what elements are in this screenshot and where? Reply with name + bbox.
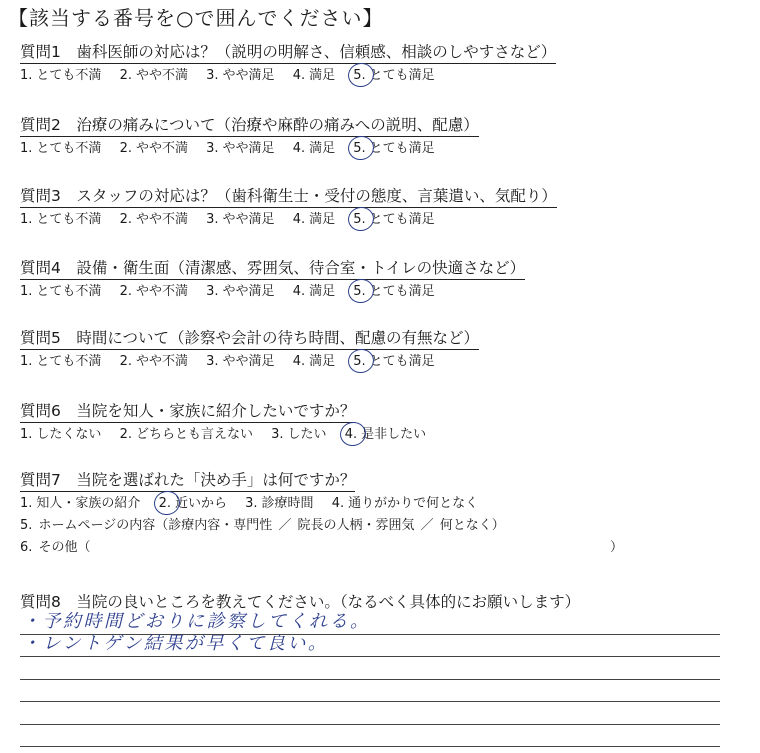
answer-line (20, 702, 720, 725)
option-3[interactable]: 3. やや満足 (206, 212, 275, 227)
option-2[interactable]: 2. どちらとも言えない (119, 427, 253, 442)
rating-options (20, 282, 525, 302)
question-2 (20, 115, 479, 159)
answer-line (20, 657, 720, 680)
choice-option-6-other[interactable] (20, 538, 624, 558)
option-4[interactable]: 4. 満足 (292, 212, 336, 227)
answer-line (20, 680, 720, 703)
handwritten-answer: ・予約時間どおりに診察してくれる。 (22, 610, 371, 632)
page-title: 【該当する番号を○で囲んでください】 (8, 6, 384, 30)
question-heading: 質問7 当院を選ばれた「決め手」は何ですか？ (20, 470, 355, 492)
option-4[interactable]: 4. 満足 (292, 284, 336, 299)
question-heading: 質問6 当院を知人・家族に紹介したいですか？ (20, 401, 355, 423)
option-4[interactable]: 4. 通りがかりで何となく (331, 496, 479, 511)
rating-options (20, 139, 479, 159)
option-1[interactable]: 1. したくない (20, 427, 102, 442)
option-5[interactable]: 5. とても満足 (353, 284, 435, 299)
option-2[interactable]: 2. やや不満 (119, 68, 188, 83)
answer-line (20, 635, 720, 658)
question-1 (20, 42, 556, 86)
free-text-answer-area[interactable] (20, 612, 720, 747)
option-4[interactable]: 4. 満足 (292, 354, 336, 369)
question-5 (20, 328, 479, 372)
question-heading: 質問3 スタッフの対応は？（歯科衛生士・受付の態度、言葉遣い、気配り） (20, 186, 557, 208)
option-2[interactable]: 2. やや不満 (119, 141, 188, 156)
option-4[interactable]: 4. 満足 (292, 141, 336, 156)
option-2[interactable]: 2. やや不満 (119, 212, 188, 227)
question-4 (20, 258, 525, 302)
rating-options (20, 352, 479, 372)
option-1[interactable]: 1. 知人・家族の紹介 (20, 496, 141, 511)
option-3[interactable]: 3. やや満足 (206, 141, 275, 156)
option-5[interactable]: 5. とても満足 (353, 68, 435, 83)
question-heading: 質問4 設備・衛生面（清潔感、雰囲気、待合室・トイレの快適さなど） (20, 258, 525, 280)
rating-options (20, 66, 556, 86)
option-4[interactable]: 4. 満足 (292, 68, 336, 83)
option-3[interactable]: 3. やや満足 (206, 68, 275, 83)
option-3[interactable]: 3. やや満足 (206, 284, 275, 299)
rating-options (20, 210, 557, 230)
question-heading: 質問8 当院の良いところを教えてください。（なるべく具体的にお願いします） (20, 593, 581, 611)
question-3 (20, 186, 557, 230)
option-5[interactable]: 5. とても満足 (353, 212, 435, 227)
question-heading: 質問5 時間について（診察や会計の待ち時間、配慮の有無など） (20, 328, 479, 350)
other-label: 6. その他（ (20, 540, 91, 555)
option-1[interactable]: 1. とても不満 (20, 212, 102, 227)
question-6 (20, 401, 438, 445)
option-5[interactable]: 5. とても満足 (353, 141, 435, 156)
option-4[interactable]: 4. 是非したい (344, 427, 427, 442)
question-heading: 質問2 治療の痛みについて（治療や麻酔の痛みへの説明、配慮） (20, 115, 479, 137)
option-1[interactable]: 1. とても不満 (20, 68, 102, 83)
rating-options (20, 425, 438, 445)
option-1[interactable]: 1. とても不満 (20, 354, 102, 369)
option-3[interactable]: 3. したい (271, 427, 327, 442)
option-1[interactable]: 1. とても不満 (20, 284, 102, 299)
choice-options-row-1 (20, 494, 505, 514)
option-3[interactable]: 3. やや満足 (206, 354, 275, 369)
other-close-paren: ） (610, 540, 624, 555)
option-3[interactable]: 3. 診療時間 (245, 496, 314, 511)
question-heading: 質問1 歯科医師の対応は？（説明の明解さ、信頼感、相談のしやすさなど） (20, 42, 556, 64)
answer-line (20, 725, 720, 748)
option-2[interactable]: 2. やや不満 (119, 284, 188, 299)
choice-option-5[interactable]: 5. ホームページの内容（診療内容・専門性 ／ 院長の人柄・雰囲気 ／ 何となく） (20, 518, 505, 533)
option-2[interactable]: 2. 近いから (158, 496, 227, 511)
handwritten-answer: ・レントゲン結果が早くて良い。 (22, 633, 329, 654)
option-1[interactable]: 1. とても不満 (20, 141, 102, 156)
option-2[interactable]: 2. やや不満 (119, 354, 188, 369)
question-7 (20, 470, 624, 558)
option-5[interactable]: 5. とても満足 (353, 354, 435, 369)
